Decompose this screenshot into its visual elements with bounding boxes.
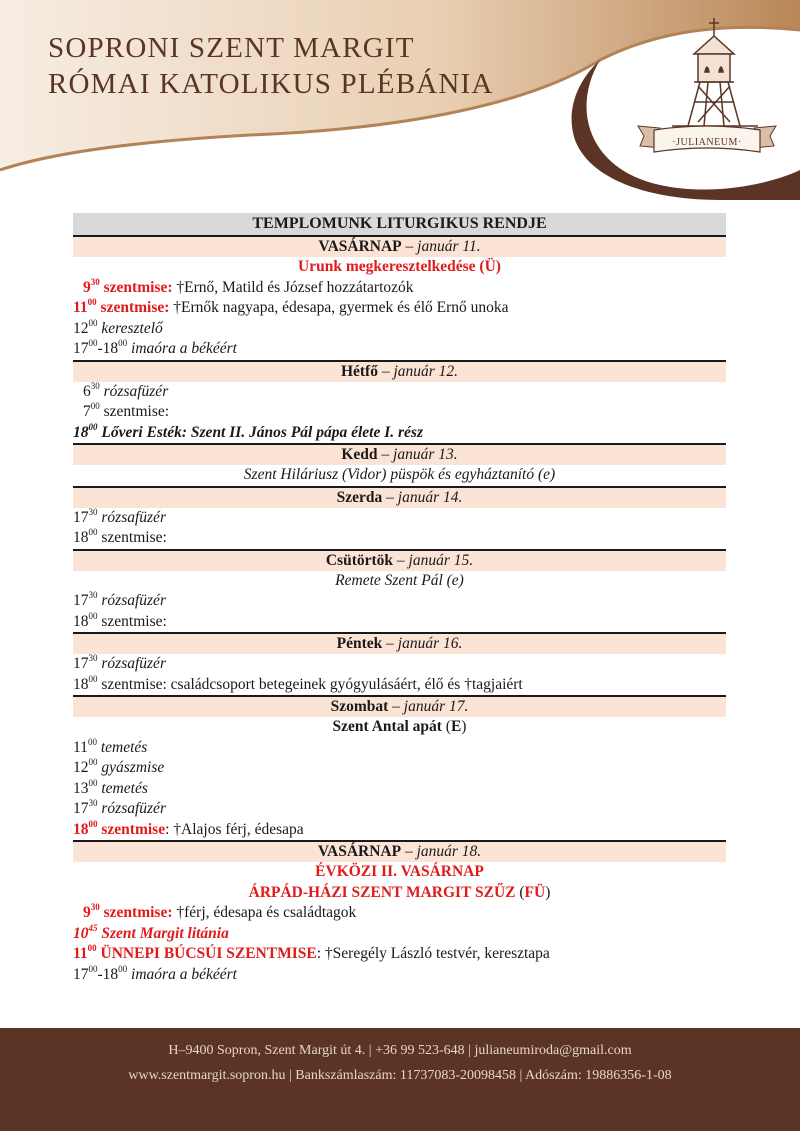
schedule-entry: $12^{00}$ keresztelő — [73, 317, 163, 337]
feast-name: Szent Hiláriusz (Vidor) püspök és egyháztanító (e) — [243, 466, 556, 483]
schedule-entry: $18^{00}$ szentmise: családcsoport betegeinek gyógyulásáért, élő és †tagjaiért — [73, 673, 523, 693]
day-header: Csütörtök – január 15. — [73, 549, 726, 571]
day-header: Szombat – január 17. — [73, 695, 726, 717]
day-header: Szerda – január 14. — [73, 486, 726, 508]
schedule-entry: $11^{00}$ szentmise: †Ernők nagyapa, édesapa, gyermek és élő Ernő unoka — [73, 297, 509, 316]
svg-text:·JULIANEUM·: ·JULIANEUM· — [672, 137, 742, 148]
feast-name: Urunk megkeresztelkedése (Ü) — [298, 258, 501, 275]
schedule-entry: $13^{00}$ temetés — [73, 777, 148, 797]
schedule-entry: $17^{30}$ rózsafüzér — [73, 590, 166, 609]
schedule-entry: $17^{30}$ rózsafüzér — [73, 798, 166, 817]
schedule-entry: $17^{00}-18^{00}$ imaóra a békéért — [73, 963, 237, 983]
day-header: Péntek – január 16. — [73, 632, 726, 654]
day-header: VASÁRNAP – január 11. — [73, 237, 726, 257]
footer-bank-line: www.szentmargit.sopron.hu | Bankszámlaszám: 11737083-20098458 | Adószám: 19886356-1-08 — [128, 1068, 672, 1083]
footer — [0, 1028, 800, 1131]
feast-name: Szent Antal apát (E) — [332, 718, 467, 735]
schedule-entry: $11^{00}$ temetés — [73, 736, 148, 756]
day-header: VASÁRNAP – január 18. — [73, 840, 726, 862]
julianeum-bell-tower-logo — [632, 14, 782, 174]
schedule-entry: $7^{00}$ szentmise: — [83, 401, 170, 420]
schedule-entry: $17^{00}-18^{00}$ imaóra a békéért — [73, 338, 237, 357]
schedule-entry: $11^{00}$ ÜNNEPI BÚCSÚI SZENTMISE: †Seregély László testvér, keresztapa — [73, 943, 550, 962]
footer-contact-line: H–9400 Sopron, Szent Margit út 4. | +36 99 523-648 | julianeumiroda@gmail.com — [168, 1043, 632, 1058]
day-header: Hétfő – január 12. — [73, 360, 726, 382]
day-header: Kedd – január 13. — [73, 443, 726, 465]
schedule-entry: $12^{00}$ gyászmise — [73, 757, 165, 776]
schedule-entry: $9^{30}$ szentmise: †Ernő, Matild és József hozzátartozók — [83, 276, 414, 296]
schedule-entry: $9^{30}$ szentmise: †férj, édesapa és családtagok — [83, 902, 357, 921]
schedule-title: TEMPLOMUNK LITURGIKUS RENDJE — [73, 213, 726, 237]
feast-name: Remete Szent Pál (e) — [335, 571, 464, 589]
schedule-entry: $18^{00}$ szentmise: — [73, 610, 167, 630]
feast-name: ÁRPÁD-HÁZI SZENT MARGIT SZŰZ (FÜ) — [248, 883, 551, 901]
liturgical-schedule — [73, 213, 726, 985]
schedule-entry: $18^{00}$ szentmise: †Alajos férj, édesapa — [73, 818, 304, 838]
schedule-entry: $17^{30}$ rózsafüzér — [73, 653, 166, 672]
schedule-entry: $6^{30}$ rózsafüzér — [83, 380, 169, 400]
schedule-entry: $17^{30}$ rózsafüzér — [73, 506, 166, 526]
schedule-entry: $18^{00}$ Lőveri Esték: Szent II. János Pál pápa élete I. rész — [73, 421, 423, 441]
schedule-entry: $10^{45}$ Szent Margit litánia — [73, 922, 229, 942]
parish-title-line1: SOPRONI SZENT MARGIT — [48, 32, 415, 64]
feast-name: ÉVKÖZI II. VASÁRNAP — [315, 863, 484, 880]
parish-title-line2: RÓMAI KATOLIKUS PLÉBÁNIA — [48, 68, 494, 100]
schedule-entry: $18^{00}$ szentmise: — [73, 527, 167, 546]
